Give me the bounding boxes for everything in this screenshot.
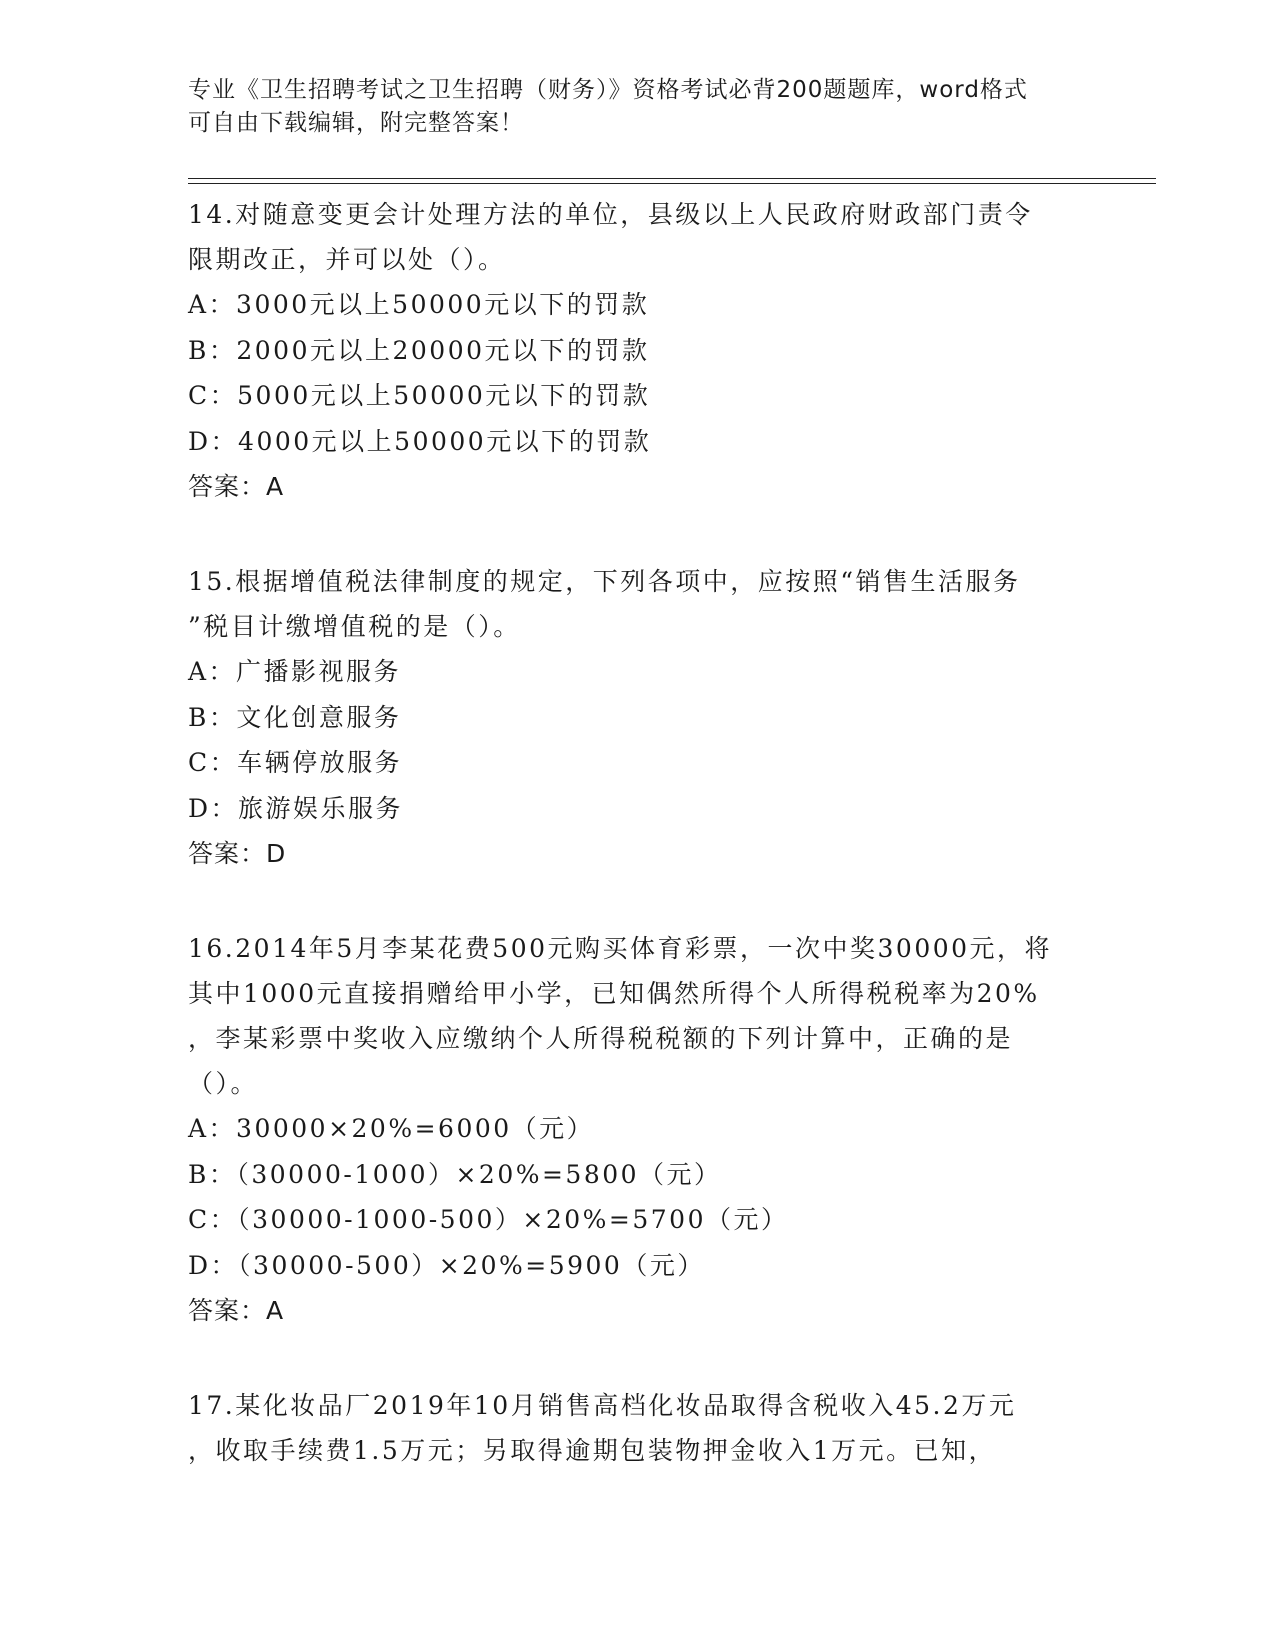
question-text xyxy=(188,192,1088,282)
option-b: B：2000元以上20000元以下的罚款 xyxy=(188,335,650,365)
question-line: （）。 xyxy=(188,1069,259,1098)
question-list xyxy=(188,192,1088,1523)
document-header xyxy=(188,74,1088,140)
option-a: A：3000元以上50000元以下的罚款 xyxy=(188,290,650,319)
question-line: ”税目计缴增值税的是（）。 xyxy=(188,612,521,641)
question-text xyxy=(188,1383,1088,1473)
question-line: 其中1000元直接捐赠给甲小学，已知偶然所得个人所得税税率为20% xyxy=(188,979,1040,1008)
option-a: A：广播影视服务 xyxy=(188,657,402,686)
option-list xyxy=(188,1106,1088,1288)
option-d: D：（30000-500）×20%=5900（元） xyxy=(188,1250,705,1280)
question-line: ，李某彩票中奖收入应缴纳个人所得税税额的下列计算中，正确的是 xyxy=(188,1024,1014,1053)
header-line-1: 专业《卫生招聘考试之卫生招聘（财务）》资格考试必背200题题库，word格式 xyxy=(188,77,1028,103)
question-17 xyxy=(188,1383,1088,1473)
question-line: 16.2014年5月李某花费500元购买体育彩票，一次中奖30000元，将 xyxy=(188,934,1053,963)
question-text xyxy=(188,559,1088,649)
option-b: B：文化创意服务 xyxy=(188,702,402,732)
question-15 xyxy=(188,559,1088,876)
option-list xyxy=(188,282,1088,464)
answer-line: 答案：D xyxy=(188,839,287,868)
question-16 xyxy=(188,926,1088,1333)
option-d: D：旅游娱乐服务 xyxy=(188,793,404,823)
header-divider-top xyxy=(188,178,1156,179)
question-line: ，收取手续费1.5万元；另取得逾期包装物押金收入1万元。已知， xyxy=(188,1436,997,1465)
question-line: 17.某化妆品厂2019年10月销售高档化妆品取得含税收入45.2万元 xyxy=(188,1391,1017,1420)
option-d: D：4000元以上50000元以下的罚款 xyxy=(188,426,652,456)
header-divider-bottom xyxy=(188,183,1156,184)
option-a: A：30000×20%=6000（元） xyxy=(188,1114,595,1143)
option-b: B：（30000-1000）×20%=5800（元） xyxy=(188,1159,722,1189)
option-c: C：5000元以上50000元以下的罚款 xyxy=(188,381,651,410)
question-line: 14.对随意变更会计处理方法的单位，县级以上人民政府财政部门责令 xyxy=(188,200,1033,229)
answer-line: 答案：A xyxy=(188,472,285,501)
option-list xyxy=(188,649,1088,831)
header-line-2: 可自由下载编辑，附完整答案！ xyxy=(188,110,524,136)
option-c: C：（30000-1000-500）×20%=5700（元） xyxy=(188,1205,789,1234)
question-text xyxy=(188,926,1088,1106)
question-14 xyxy=(188,192,1088,509)
question-line: 15.根据增值税法律制度的规定，下列各项中，应按照“销售生活服务 xyxy=(188,567,1021,596)
question-line: 限期改正，并可以处（）。 xyxy=(188,245,506,274)
option-c: C：车辆停放服务 xyxy=(188,748,403,777)
answer-line: 答案：A xyxy=(188,1296,285,1325)
